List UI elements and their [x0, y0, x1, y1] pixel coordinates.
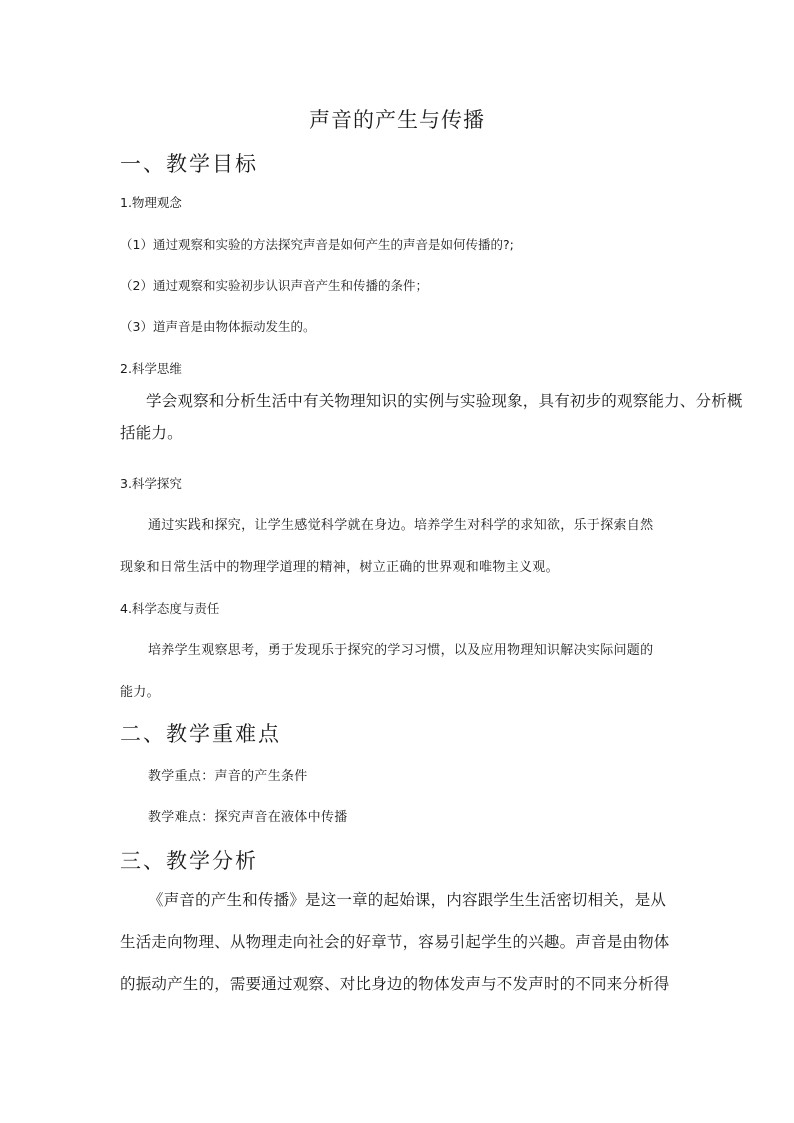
paragraph-line: 的振动产生的，需要通过观察、对比身边的物体发声与不发声时的不同来分析得: [120, 975, 670, 993]
paragraph-line: 生活走向物理、从物理走向社会的好章节，容易引起学生的兴趣。声音是由物体: [120, 933, 670, 951]
paragraph-line: 能力。: [120, 685, 160, 700]
paragraph-line: 通过实践和探究，让学生感觉科学就在身边。培养学生对科学的求知欲，乐于探索自然: [148, 518, 654, 533]
paragraph-line: 学会观察和分析生活中有关物理知识的实例与实验现象，具有初步的观察能力、分析概: [146, 392, 743, 410]
paragraph-line: 《声音的产生和传播》是这一章的起始课，内容跟学生生活密切相关，是从: [148, 891, 667, 909]
difficult-point-text: 教学难点：探究声音在液体中传播: [148, 810, 348, 825]
list-item: （1）通过观察和实验的方法探究声音是如何产生的声音是如何传播的?;: [120, 237, 514, 252]
list-item: （2）通过观察和实验初步认识声音产生和传播的条件；: [120, 278, 428, 293]
subsection-label-scientific-thinking: 2.科学思维: [120, 361, 182, 376]
subsection-label-attitude-responsibility: 4.科学态度与责任: [120, 601, 220, 616]
key-point-text: 教学重点：声音的产生条件: [148, 769, 308, 784]
paragraph-line: 括能力。: [120, 424, 183, 442]
paragraph-line: 现象和日常生活中的物理学道理的精神，树立正确的世界观和唯物主义观。: [120, 560, 559, 575]
section-heading-teaching-analysis: 三、教学分析: [120, 849, 258, 873]
section-heading-teaching-goals: 一、教学目标: [120, 152, 258, 176]
list-item: （3）道声音是由物体振动发生的。: [120, 319, 316, 334]
subsection-label-physics-concept: 1.物理观念: [120, 195, 182, 210]
subsection-label-scientific-inquiry: 3.科学探究: [120, 476, 182, 491]
section-heading-key-difficult-points: 二、教学重难点: [120, 722, 281, 746]
document-title: 声音的产生与传播: [309, 108, 485, 132]
paragraph-line: 培养学生观察思考，勇于发现乐于探究的学习习惯，以及应用物理知识解决实际问题的: [148, 643, 654, 658]
